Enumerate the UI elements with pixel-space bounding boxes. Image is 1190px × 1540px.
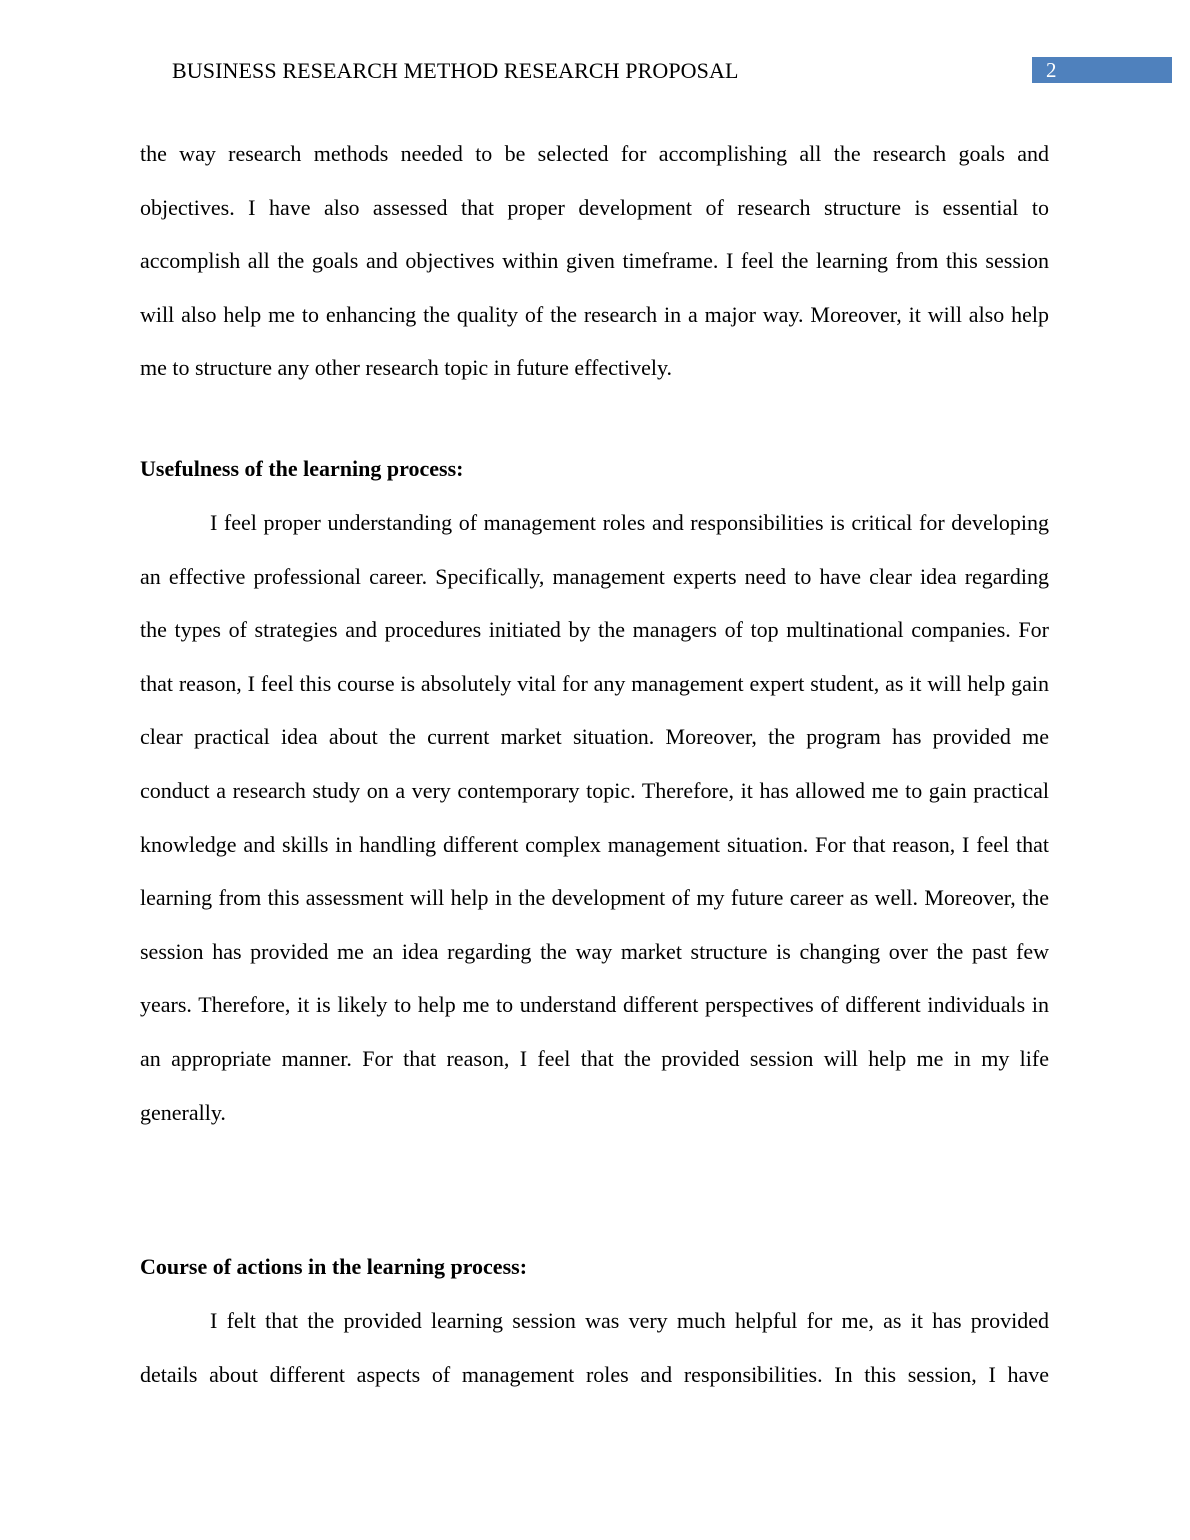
page-number: 2 <box>1046 58 1057 82</box>
body-paragraph: I felt that the provided learning session was very much helpful for me, as it has provided details about different aspects of management roles and responsibilities. In this session, I have <box>140 1308 1049 1387</box>
body-paragraph: I feel proper understanding of management roles and responsibilities is critical for developing an effective professional career. Specifically, management experts need to have clear idea regarding the types of strategies and procedures initiated by the managers of top multinational companies. For that reason, I feel this course is absolutely vital for any management expert student, as it will help gain clear practical idea about the current market situation. Moreover, the program has provided me conduct a research study on a very contemporary topic. Therefore, it has allowed me to gain practical knowledge and skills in handling different complex management situation. For that reason, I feel that learning from this assessment will help in the development of my future career as well. Moreover, the session has provided me an idea regarding the way market structure is changing over the past few years. Therefore, it is likely to help me to understand different perspectives of different individuals in an appropriate manner. For that reason, I feel that the provided session will help me in my life generally. <box>140 510 1049 1125</box>
page-number-box <box>1032 57 1172 83</box>
header-title: BUSINESS RESEARCH METHOD RESEARCH PROPOSAL <box>172 58 739 83</box>
section-heading: Usefulness of the learning process: <box>140 456 464 481</box>
body-paragraph: the way research methods needed to be selected for accomplishing all the research goals and objectives. I have also assessed that proper development of research structure is essential to accomplish all the goals and objectives within given timeframe. I feel the learning from this session will also help me to enhancing the quality of the research in a major way. Moreover, it will also help me to structure any other research topic in future effectively. <box>140 141 1049 381</box>
section-heading: Course of actions in the learning process: <box>140 1254 528 1279</box>
